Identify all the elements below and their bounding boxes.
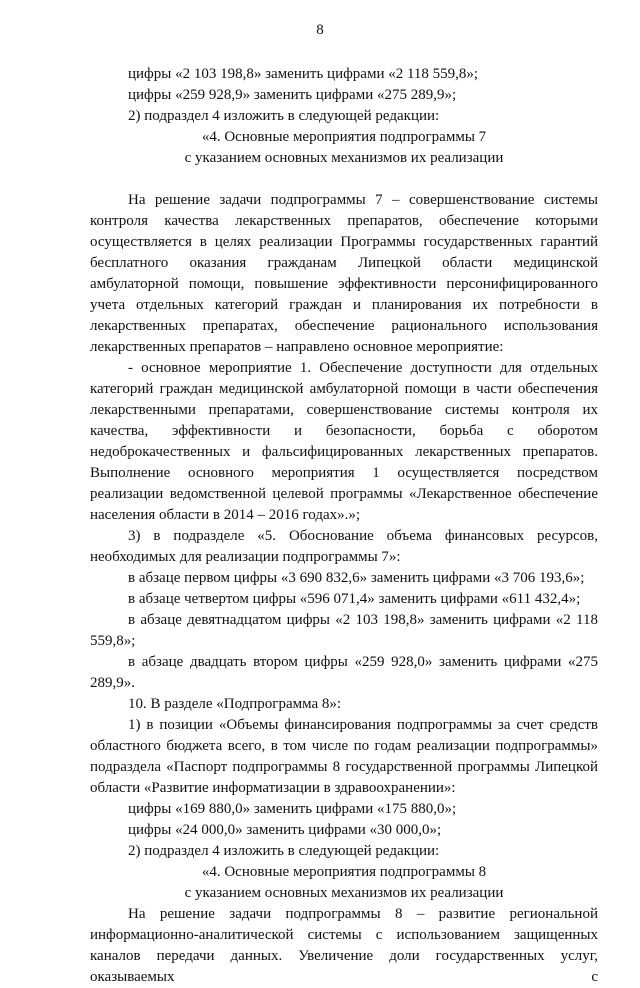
paragraph: На решение задачи подпрограммы 7 – совершенствование системы контроля качества лекарственных препаратов, обеспечение которыми осуществляется в целях реализации Программы государственных гарантий бесплатного оказания гражданам Липецкой области медицинской амбулаторной помощи, повышение эффективности персонифицированного учета отдельных категорий граждан и планирования их потребности в лекарственных препаратах, обеспечение рационального использования лекарственных препаратов – направлено основное мероприятие: xyxy=(90,192,598,355)
paragraph: 1) в позиции «Объемы финансирования подпрограммы за счет средств областного бюджета всего, в том числе по годам реализации подпрограммы» подраздела «Паспорт подпрограммы 8 государственной программы Липецкой области «Развитие информатизации в здравоохранении»: xyxy=(90,717,598,796)
section-subheading: с указанием основных механизмов их реализации xyxy=(184,885,504,901)
paragraph: в абзаце двадцать втором цифры «259 928,0» заменить цифрами «275 289,9». xyxy=(90,654,598,691)
section-subheading: с указанием основных механизмов их реализации xyxy=(184,150,504,166)
document-body xyxy=(90,64,598,988)
page-number: 8 xyxy=(316,22,324,38)
paragraph: в абзаце четвертом цифры «596 071,4» заменить цифрами «611 432,4»; xyxy=(128,591,581,607)
section-heading: «4. Основные мероприятия подпрограммы 7 xyxy=(201,129,487,145)
paragraph: цифры «259 928,9» заменить цифрами «275 289,9»; xyxy=(128,87,457,103)
paragraph: 10. В разделе «Подпрограмма 8»: xyxy=(128,696,342,712)
paragraph: цифры «169 880,0» заменить цифрами «175 880,0»; xyxy=(128,801,457,817)
paragraph: 2) подраздел 4 изложить в следующей редакции: xyxy=(128,108,440,124)
blank-line xyxy=(90,169,598,190)
paragraph: цифры «2 103 198,8» заменить цифрами «2 118 559,8»; xyxy=(128,66,479,82)
paragraph: цифры «24 000,0» заменить цифрами «30 000,0»; xyxy=(128,822,442,838)
paragraph: 2) подраздел 4 изложить в следующей редакции: xyxy=(128,843,440,859)
section-heading: «4. Основные мероприятия подпрограммы 8 xyxy=(201,864,487,880)
paragraph: в абзаце первом цифры «3 690 832,6» заменить цифрами «3 706 193,6»; xyxy=(128,570,585,586)
paragraph: - основное мероприятие 1. Обеспечение доступности для отдельных категорий граждан медицинской амбулаторной помощи в части обеспечения лекарственными препаратами, совершенствование системы контроля их качества, эффективности и безопасности, борьба с оборотом недоброкачественных и фальсифицированных лекарственных препаратов. Выполнение основного мероприятия 1 осуществляется посредством реализации ведомственной целевой программы «Лекарственное обеспечение населения области в 2014 – 2016 годах».»; xyxy=(90,360,598,523)
paragraph: в абзаце девятнадцатом цифры «2 103 198,8» заменить цифрами «2 118 559,8»; xyxy=(90,612,598,649)
paragraph: 3) в подразделе «5. Обоснование объема финансовых ресурсов, необходимых для реализации подпрограммы 7»: xyxy=(90,528,598,565)
paragraph: На решение задачи подпрограммы 8 – развитие региональной информационно-аналитической системы с использованием защищенных каналов передачи данных. Увеличение доли государственных услуг, оказываемых с xyxy=(90,906,598,985)
